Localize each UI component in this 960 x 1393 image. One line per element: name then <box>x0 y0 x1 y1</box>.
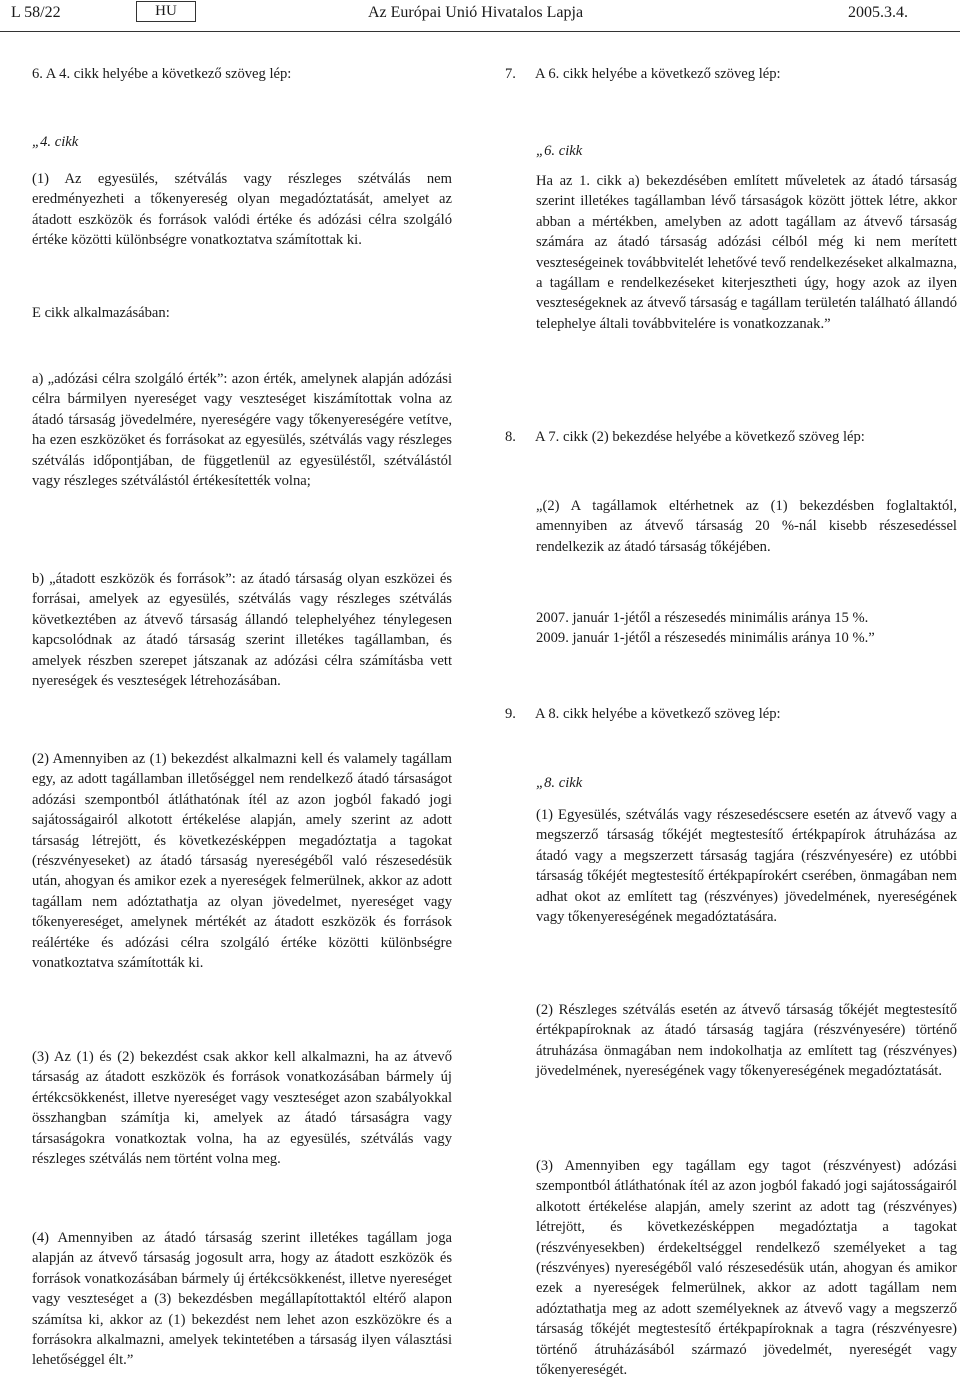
article-8-title: „8. cikk <box>536 775 583 791</box>
item-text: A 7. cikk (2) bekezdése helyébe a következő szöveg lép: <box>535 429 865 445</box>
article-7-rate-2007: 2007. január 1-jétől a részesedés minimális aránya 15 %. <box>536 610 869 626</box>
language-badge: HU <box>136 1 196 22</box>
article-4-paragraph-4: (4) Amennyiben az átadó társaság szerint illetékes tagállam joga alapján az átvevő társaság jogosult arra, hogy az átadott eszközök és források vonatkozásában bármely új értékcsökkenést, illetve nyereséget vagy veszteséget a (3) bekezdésben megállapítottaktól eltérő alapon számítsa ki, akkor az (1) bekezdést nem lehet azon eszközökre és a forrásokra alkalmazni, amelyek tekintetében a társaság ilyen választási lehetőséggel élt.” <box>32 1230 452 1369</box>
article-8-paragraph-3: (3) Amennyiben egy tagállam egy tagot (részvényest) adózási szempontból átláthatónak ítél az azon jogból fakadó jogi sajátosságairól alkotott értékelése alapján, amely szerint az adott tag (részvényes) létrejött, és következésképpen megadóztatja a tagokat (részvényesekben) érdekeltséggel rendelkező személyeket a tag (részvényes) nyereségéből való részesedésük után, ahogyan és amikor ezek a nyereségek felmerülnek, akkor az adott tagállam nem adóztathatja meg az adott személyeknek az átvevő vagy a megszerző társaság tőkéjét megtestesítő értékpapíroknak a tagra (részvényesre) történő átruházásából származó jövedelmét, nyereségét vagy tőkenyereségét. <box>536 1158 957 1379</box>
page-code: L 58/22 <box>11 4 61 21</box>
article-4-point-b: b) „átadott eszközök és források”: az átadó társaság olyan eszközei és forrásai, amelyek az egyesülés, szétválás vagy részleges szétválás következtében az átvevő társaság állandó telephelyéhez ténylegesen kapcsolódnak az átadó társaság szerint illetékes tagállamban, és amelyek részben szerepet játszanak az adózási célra számításba vett nyereségek és veszteségek létrehozásában. <box>32 571 452 690</box>
article-7-rate-2009: 2009. január 1-jétől a részesedés minimális aránya 10 %.” <box>536 630 875 646</box>
article-4-paragraph-3: (3) Az (1) és (2) bekezdést csak akkor kell alkalmazni, ha az átvevő társaság az átadott eszközök és források vonatkozásában bármely új értékcsökkenést, illetve nyereséget vagy veszteséget azon szabályokkal összhangban számítja ki, amelyek az átadó társaságra vagy társaságokra vonatkoztak volna, ha az egyesülés, szétválás vagy részleges szétválás nem történt volna meg. <box>32 1049 452 1168</box>
publication-date: 2005.3.4. <box>848 4 908 21</box>
article-8-paragraph-1: (1) Egyesülés, szétválás vagy részesedéscsere esetén az átvevő vagy a megszerző társaság tőkéjét megtestesítő értékpapírok átruházása az átadó vagy a megszerzett társaság tagjára (részvényesére) ez utóbbi társaság tőkéjét megtestesítő értékpapírokért cserében, önmagában nem adhat okot az említett tag (részvényes) jövedelmének, nyereségének vagy tőkenyereségének megadóztatására. <box>536 807 957 926</box>
amendment-item-9 <box>505 704 957 724</box>
page-header <box>0 0 960 28</box>
article-4-intro: E cikk alkalmazásában: <box>32 305 170 321</box>
amendment-item-8 <box>505 427 957 447</box>
article-6-text: Ha az 1. cikk a) bekezdésében említett műveletek az átadó társaság szerint illetékes tagállamban lévő társaságok között jöttek létre, akkor abban a mértékben, amelyben az adott tagállam az átvevő társaság számára az átadó társaság adózási célból még ki nem merített veszteségeinek továbbvitelét lehetővé tevő rendelkezéseket alkalmazna, a tagállam e rendelkezéseket kiterjesztheti úgy, hogy azok az ilyen veszteségeknek az átvevő társaság e tagállam területén található állandó telephelye általi továbbvitelére is vonatkozzanak.” <box>536 173 957 332</box>
article-7-paragraph-2: „(2) A tagállamok eltérhetnek az (1) bekezdésben foglaltaktól, amennyiben az átvevő társaság 20 %-nál kisebb részesedéssel rendelkezik az átadó társaság tőkéjében. <box>536 498 957 555</box>
amendment-item-6: 6. A 4. cikk helyébe a következő szöveg lép: <box>32 66 292 82</box>
article-6-title: „6. cikk <box>536 143 583 159</box>
item-text: A 8. cikk helyébe a következő szöveg lép: <box>535 706 781 722</box>
journal-title: Az Európai Unió Hivatalos Lapja <box>368 4 584 21</box>
amendment-item-7 <box>505 64 957 84</box>
item-number: 7. <box>505 66 516 82</box>
article-4-title: „4. cikk <box>32 134 79 150</box>
item-number: 9. <box>505 706 516 722</box>
article-8-paragraph-2: (2) Részleges szétválás esetén az átvevő társaság tőkéjét megtestesítő értékpapíroknak az átadó társaság tagjára (részvényesére) történő átruházása önmagában nem indokolhatja az említett tag (részvényes) jövedelmének, nyereségének vagy tőkenyereségének megadóztatását. <box>536 1002 957 1080</box>
article-4-point-a: a) „adózási célra szolgáló érték”: azon érték, amelynek alapján adózási célra bármilyen nyereséget vagy veszteséget kiszámítottak volna az átadó társaság jövedelmére, nyereségére vagy tőkenyereségére vetítve, ha ezen eszközöket és forrásokat az egyesülés, szétválás vagy részleges szétválás időpontjában, de függetlenül az egyesüléstől, szétválástól vagy részleges szétválástól értékesítették volna; <box>32 371 452 490</box>
item-number: 8. <box>505 429 516 445</box>
article-4-paragraph-2: (2) Amennyiben az (1) bekezdést alkalmazni kell és valamely tagállam egy, az adott tagállamban illetőséggel nem rendelkező átadó társaságot adózási szempontból átláthatónak ítél az azon jogból fakadó jogi sajátosságairól alkotott értékelése alapján, amely szerint az adott társaság létrejött, és következésképpen megadóztatja a tagokat (részvényeseket) az átadó társaság nyereségéből való részesedésük után, ahogyan és amikor ezek a nyereségek felmerülnek, akkor az adott tagállam nem adóztathatja az olyan jövedelmet, nyereséget vagy tőkenyereséget, amelynek mértékét az átadott eszközök és források reálértéke és adózási célra szolgáló értéke közötti különbségre vonatkoztatva számították ki. <box>32 751 452 972</box>
item-text: A 6. cikk helyébe a következő szöveg lép: <box>535 66 781 82</box>
article-4-paragraph-1: (1) Az egyesülés, szétválás vagy részleges szétválás nem eredményezheti a tőkenyereség olyan megadóztatását, amelyet az átadott eszközök és források valódi értéke és adózási célra szolgáló értéke közötti különbségre vonatkoztatva számítottak ki. <box>32 171 452 249</box>
header-rule <box>0 31 960 32</box>
